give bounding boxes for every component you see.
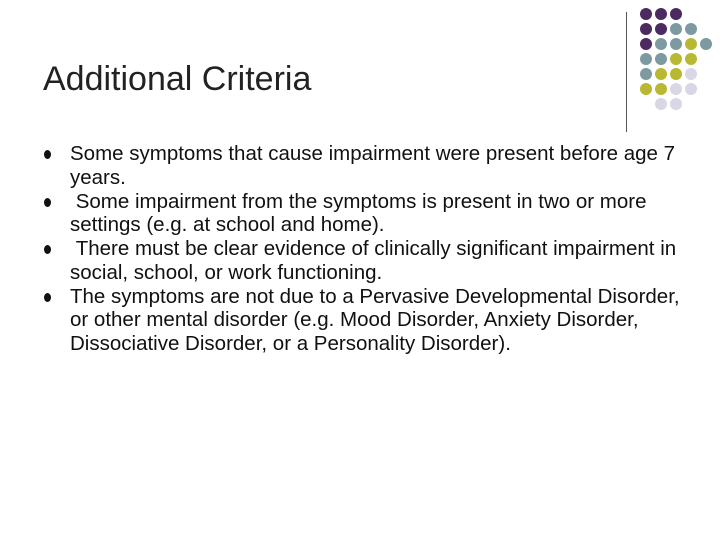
decorative-dot xyxy=(700,38,712,50)
decorative-dot xyxy=(655,38,667,50)
decorative-dot xyxy=(640,53,652,65)
decorative-dot xyxy=(670,38,682,50)
bullet-item xyxy=(44,190,694,237)
bullet-list xyxy=(44,142,694,356)
bullet-text: Some symptoms that cause impairment were present before age 7 years. xyxy=(70,142,681,189)
decorative-dot xyxy=(670,83,682,95)
decorative-dot xyxy=(655,53,667,65)
bullet-item xyxy=(44,237,694,284)
decorative-dot xyxy=(685,38,697,50)
decorative-dot xyxy=(685,68,697,80)
decorative-dot-grid xyxy=(640,8,720,120)
decorative-dot xyxy=(655,83,667,95)
decorative-dot xyxy=(685,23,697,35)
decorative-dot xyxy=(670,98,682,110)
decorative-dot xyxy=(640,83,652,95)
decorative-dot xyxy=(640,23,652,35)
bullet-item xyxy=(44,142,694,189)
decorative-dot xyxy=(685,53,697,65)
decorative-dot xyxy=(670,23,682,35)
bullet-text: The symptoms are not due to a Pervasive Developmental Disorder, or other mental disorder (e.g. Mood Disorder, Anxiety Disorder, Dissociative Disorder, or a Personality Disorder). xyxy=(70,284,686,355)
divider-line xyxy=(626,12,627,132)
bullet-icon xyxy=(44,293,51,302)
decorative-dot xyxy=(655,23,667,35)
decorative-dot xyxy=(670,53,682,65)
bullet-text: Some impairment from the symptoms is present in two or more settings (e.g. at school and home). xyxy=(70,189,653,236)
decorative-dot xyxy=(670,8,682,20)
decorative-dot xyxy=(640,8,652,20)
slide-title: Additional Criteria xyxy=(43,60,312,98)
decorative-dot xyxy=(655,8,667,20)
bullet-item xyxy=(44,285,694,356)
bullet-text: There must be clear evidence of clinically significant impairment in social, school, or work functioning. xyxy=(70,237,682,284)
bullet-icon xyxy=(44,198,51,207)
decorative-dot xyxy=(670,68,682,80)
decorative-dot xyxy=(640,68,652,80)
decorative-dot xyxy=(640,38,652,50)
bullet-icon xyxy=(44,150,51,159)
decorative-dot xyxy=(655,68,667,80)
bullet-icon xyxy=(44,245,51,254)
decorative-dot xyxy=(655,98,667,110)
decorative-dot xyxy=(685,83,697,95)
